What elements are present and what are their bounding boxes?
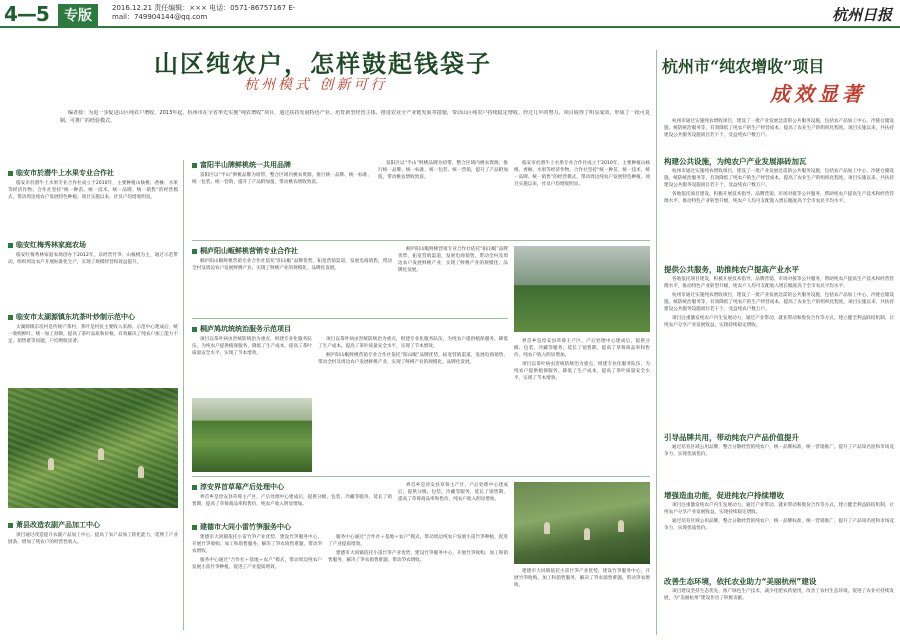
section-heading: 桐庐鸠坑统统治服务示范项目 — [192, 324, 291, 334]
intro-paragraph — [60, 110, 650, 152]
article-text: 临安红梅秀林家庭农场创办于2012年，以经营竹笋、山核桃为主，通过示范带动，组织周边农户开展标准化生产，实现了规模经营和效益提升。 — [8, 253, 178, 265]
row-rule — [192, 476, 650, 477]
section-heading: 萧县改造农副产品加工中心 — [8, 520, 100, 530]
article-text: 各地依托项目建设，积极开展技术指导、品牌营销、市场对接等公共服务，帮助纯农户提高生产技术和经营管理水平，推动特色产业转型升级，纯农户人均可支配收入增长幅度高于全市农民平均水平。 杭州市通过实施纯农增收项目，建设了一批产业发展急需的公共服务设施，包括农产品加工中心、冷链仓储设施、统防统治服务等，有效降低了纯农户的生产经营成本，提高了农业生产的组织化程度。项目实施以来，共扶持建设公共服务设施项目若干个，受益纯农户数万户。 项目注重激发纯农户内生发展动力，通过产业带动、就业带动和股份合作等方式，建立健全利益联结机制，让纯农户分享产业发展收益，实现持续稳定增收。 — [664, 277, 894, 328]
article-text: 界首乡是淳安县草莓主产区，产后处理中心建成后，提供分级、包装、冷藏等服务，延长了销售期，提高了草莓商品率和售价，纯农户收入明显增加。 — [192, 495, 392, 507]
feature-subtitle: 成效显著 — [770, 82, 866, 106]
article-text: 项目以茶叶病虫害统防统治为重点，组建专业化服务队伍，为纯农户提供植保服务，降低了生产成本，提高了茶叶质量安全水平，实现了节本增效。 — [192, 337, 312, 356]
column-rule — [183, 160, 184, 630]
article-text: 建德市大同镇依托小雷竹笋产业优势，建设竹笋服务中心，开展竹笋收购、加工和销售服务，解决了笋农销售难题，带动笋农增收。 — [514, 569, 650, 588]
article-text: 建德市大同镇依托小雷竹笋产业优势，建设竹笋服务中心，开展竹笋收购、加工和销售服务，解决了笋农销售难题，带动笋农增收。 服务中心通过“合作社＋基地＋农户”模式，带动周边纯农户发展小雷竹笋种植，促进了产业提质增效。 — [192, 535, 322, 570]
section-heading: 构建公共设施，为纯农户产业发展添砖加瓦 — [664, 157, 807, 166]
masthead-logo: 杭州日报 — [831, 6, 892, 24]
bullet-square-icon — [8, 171, 13, 176]
bullet-square-icon — [192, 327, 197, 332]
section-heading: 桐庐阳山畈鲜桃营销专业合作社 — [192, 246, 298, 256]
column-rule — [656, 50, 657, 635]
article-text: 服务中心通过“合作社＋基地＋农户”模式，带动周边纯农户发展小雷竹笋种植，促进了产业提质增效。 建德市大同镇依托小雷竹笋产业优势，建设竹笋服务中心，开展竹笋收购、加工和销售服务，解决了笋农销售难题，带动笋农增收。 — [328, 535, 508, 563]
bullet-square-icon — [192, 485, 197, 490]
article-text: 杭州市通过实施纯农增收项目，建设了一批产业发展急需的公共服务设施，包括农产品加工中心、冷链仓储设施、统防统治服务等，有效降低了纯农户的生产经营成本，提高了农业生产的组织化程度。项目实施以来，共扶持建设公共服务设施项目若干个，受益纯农户数万户。 各地依托项目建设，积极开展技术指导、品牌营销、市场对接等公共服务，帮助纯农户提高生产技术和经营管理水平，推动特色产业转型升级，纯农户人均可支配收入增长幅度高于全市农民平均水平。 — [664, 169, 894, 204]
section-heading: 引导品牌共用，带动纯农户产品价值提升 — [664, 433, 799, 442]
section-heading: 临安红梅秀林家庭农场 — [8, 240, 86, 250]
section-heading: 临安市太湖源镇东坑茶叶炒制示范中心 — [8, 312, 135, 322]
article-text: 临安市於潜牛上水果专业合作社成立于2010年，主要种植山核桃、香榧、水果等经济作物。合作社坚持“统一种苗、统一技术、统一品牌、统一销售”的经营模式，带动周边纯农户发展特色种植。项目实施以来，社员户均增收明显。 — [8, 181, 178, 200]
article-text: 富阳区以“半山”鲜桃品牌为纽带，整合区域内桃农资源，推行统一品牌、统一标准、统一包装、统一营销，提升了产品附加值，带动桃农增收致富。 — [378, 161, 508, 180]
peach-orchard-photo — [514, 246, 650, 332]
headline-block — [44, 40, 644, 104]
tea-garden-photo — [8, 388, 178, 508]
farmland-photo — [192, 398, 312, 472]
article-text: 杭州市通过实施纯农增收项目，建设了一批产业发展急需的公共服务设施，包括农产品加工中心、冷链仓储设施、统防统治服务等，有效降低了纯农户的生产经营成本，提高了农业生产的组织化程度。项目实施以来，共扶持建设公共服务设施项目若干个，受益纯农户数万户。 — [664, 119, 894, 138]
issue-info: 2016.12.21 责任编辑：××× 电话：0571-86757167 E-mail：749904144@qq.com — [112, 4, 296, 21]
article-text: 项目注重激发纯农户内生发展动力，通过产业带动、就业带动和股份合作等方式，建立健全利益联结机制，让纯农户分享产业发展收益，实现持续稳定增收。 通过培育区域公用品牌，整合分散经营的纯农户，统一品牌标准，统一营销推广，提升了产品知名度和市场竞争力，实现优质优价。 — [664, 503, 894, 531]
bullet-square-icon — [192, 163, 197, 168]
section-heading: 建德市大同小雷竹笋服务中心 — [192, 522, 291, 532]
article-text: 项目通过改造提升农副产品加工中心，提高了农产品加工转化能力，延伸了产业链条，增加了纯农户的经营性收入。 — [8, 533, 178, 545]
bullet-square-icon — [8, 243, 13, 248]
page-title: 山区纯农户，怎样鼓起钱袋子 — [154, 49, 492, 78]
article-text: 桐庐阳山畈鲜桃营销专业合作社依托“阳山畈”品牌优势，拓宽营销渠道，发展电商销售，带动全村及周边农户发展鲜桃产业，实现了鲜桃产业的规模化、品牌化发展。 — [398, 247, 508, 273]
section-heading: 淳安界首草莓产后处理中心 — [192, 482, 284, 492]
bullet-square-icon — [8, 523, 13, 528]
article-text: 桐庐阳山畈鲜桃营销专业合作社依托“阳山畈”品牌优势，拓宽营销渠道，发展电商销售，带动全村及周边农户发展鲜桃产业，实现了鲜桃产业的规模化、品牌化发展。 — [192, 259, 392, 271]
bullet-square-icon — [192, 249, 197, 254]
section-heading: 富阳半山牌鲜桃统一共用品牌 — [192, 160, 291, 170]
page-header — [0, 0, 900, 28]
article-text: 太湖源镇东坑村是传统产茶村，茶叶是村民主要收入来源。示范中心建成后，统一收购鲜叶、统一加工炒制，提高了茶叶品质和价格，有效解决了纯农户加工能力不足、销售难等问题，户均增收显著。 — [8, 325, 178, 344]
article-text: 界首乡是淳安县草莓主产区，产后处理中心建成后，提供分级、包装、冷藏等服务，延长了销售期，提高了草莓商品率和售价，纯农户收入明显增加。 项目以茶叶病虫害统防统治为重点，组建专业化服务队伍，为纯农户提供植保服务，降低了生产成本，提高了茶叶质量安全水平，实现了节本增效。 — [514, 339, 650, 381]
article-text: 项目建设坚持生态优先，推广绿色生产技术，减少化肥农药使用，改善了农村生态环境，促进了农业可持续发展，为“美丽杭州”建设作出了积极贡献。 — [664, 589, 894, 601]
bullet-square-icon — [8, 315, 13, 320]
page-number: 4—5 — [4, 2, 49, 26]
section-heading: 增强造血功能，促进纯农户持续增收 — [664, 491, 784, 500]
article-text: 项目以茶叶病虫害统防统治为重点，组建专业化服务队伍，为纯农户提供植保服务，降低了生产成本，提高了茶叶质量安全水平，实现了节本增效。 桐庐阳山畈鲜桃营销专业合作社依托“阳山畈”品牌优势，拓宽营销渠道，发展电商销售，带动全村及周边农户发展鲜桃产业，实现了鲜桃产业的规模化、品牌化发展。 — [318, 337, 508, 365]
article-text: 临安市於潜牛上水果专业合作社成立于2010年，主要种植山核桃、香榧、水果等经济作物。合作社坚持“统一种苗、统一技术、统一品牌、统一销售”的经营模式，带动周边纯农户发展特色种植。项目实施以来，社员户均增收明显。 — [514, 161, 650, 187]
bullet-square-icon — [192, 525, 197, 530]
intro-text: 编者按：为进一步促进山区纯农户增收，2013年起，杭州市在全省率先实施“纯农增收”项目，通过扶持发展特色产业、培育新型经营主体、推进农业全产业链发展等措施，带动山区纯农户持续稳定增收。经过几年的努力，项目取得了明显成效，形成了一批可复制、可推广的经验模式。 — [60, 110, 650, 124]
section-heading: 临安市於潜牛上水果专业合作社 — [8, 168, 114, 178]
section-badge: 专版 — [58, 4, 98, 26]
article-text: 富阳区以“半山”鲜桃品牌为纽带，整合区域内桃农资源，推行统一品牌、统一标准、统一包装、统一营销，提升了产品附加值，带动桃农增收致富。 — [192, 173, 372, 185]
row-rule — [192, 318, 508, 319]
article-text: 界首乡是淳安县草莓主产区，产后处理中心建成后，提供分级、包装、冷藏等服务，延长了销售期，提高了草莓商品率和售价，纯农户收入明显增加。 — [398, 483, 508, 502]
feature-banner — [662, 54, 894, 114]
page-subtitle: 杭州模式 创新可行 — [244, 77, 388, 93]
feature-title: 杭州市“纯农增收”项目 — [662, 57, 825, 76]
row-rule — [192, 240, 650, 241]
article-text: 通过培育区域公用品牌，整合分散经营的纯农户，统一品牌标准，统一营销推广，提升了产品知名度和市场竞争力，实现优质优价。 — [664, 445, 894, 457]
section-heading: 改善生态环境，依托农业助力“美丽杭州”建设 — [664, 577, 817, 586]
bamboo-workers-photo — [514, 482, 650, 564]
section-heading: 提供公共服务，助推纯农户提高产业水平 — [664, 265, 799, 274]
